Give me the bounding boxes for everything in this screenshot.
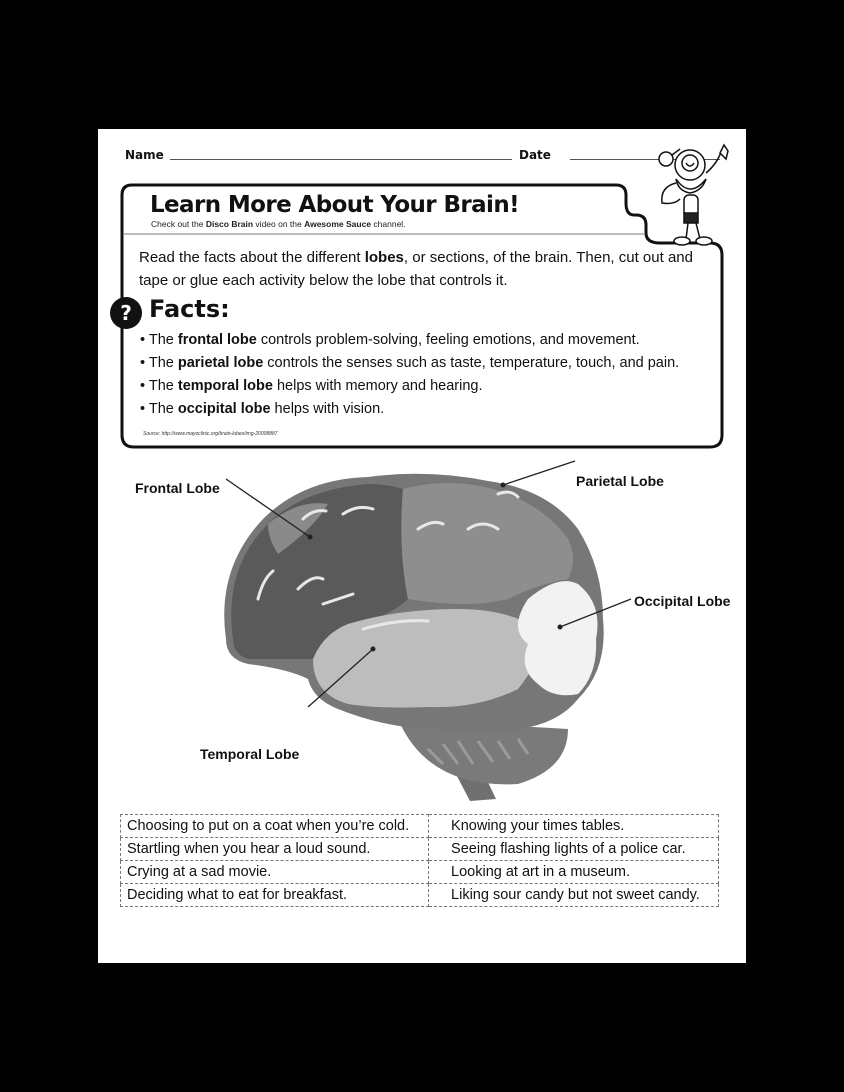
activity-card[interactable]: Looking at art in a museum. [429,861,719,884]
worksheet-title: Learn More About Your Brain! [150,192,519,218]
label-occipital-lobe: Occipital Lobe [634,593,731,609]
card-row [121,815,719,838]
source-citation: Source: http://www.mayoclinic.org/brain-lobes/img-20008887 [143,431,278,437]
instructions: Read the facts about the different lobes, or sections, of the brain. Then, cut out and tape or glue each activity below the lobe that controls it. [139,249,693,289]
card-row [121,838,719,861]
alien-mascot-illustration [646,143,740,249]
facts-heading: Facts: [149,295,230,323]
name-label: Name [125,148,164,162]
brain-diagram [98,459,746,804]
video-reference: Check out the Disco Brain video on the Awesome Sauce channel. [151,219,406,229]
activity-card[interactable]: Seeing flashing lights of a police car. [429,838,719,861]
channel-name: Awesome Sauce [304,219,372,229]
activity-card[interactable]: Crying at a sad movie. [121,861,429,884]
facts-list [140,329,679,421]
activity-card[interactable]: Knowing your times tables. [429,815,719,838]
fact-parietal: • The parietal lobe controls the senses such as taste, temperature, touch, and pain. [140,355,680,371]
label-temporal-lobe: Temporal Lobe [200,746,300,762]
activity-card[interactable]: Startling when you hear a loud sound. [121,838,429,861]
video-name: Disco Brain [205,219,254,229]
label-parietal-lobe: Parietal Lobe [576,473,664,489]
date-label: Date [519,148,551,162]
activity-card[interactable]: Deciding what to eat for breakfast. [121,884,429,907]
activity-card[interactable]: Liking sour candy but not sweet candy. [429,884,719,907]
worksheet-page [98,129,746,963]
fact-frontal: • The frontal lobe controls problem-solving, feeling emotions, and movement. [140,332,640,348]
fact-occipital: • The occipital lobe helps with vision. [140,401,385,417]
card-row [121,861,719,884]
activity-card[interactable]: Choosing to put on a coat when you’re cold. [121,815,429,838]
question-badge-icon: ? [110,297,142,329]
label-frontal-lobe: Frontal Lobe [135,480,220,496]
fact-temporal: • The temporal lobe helps with memory and hearing. [140,378,483,394]
card-row [121,884,719,907]
cutout-cards-table [120,814,719,907]
